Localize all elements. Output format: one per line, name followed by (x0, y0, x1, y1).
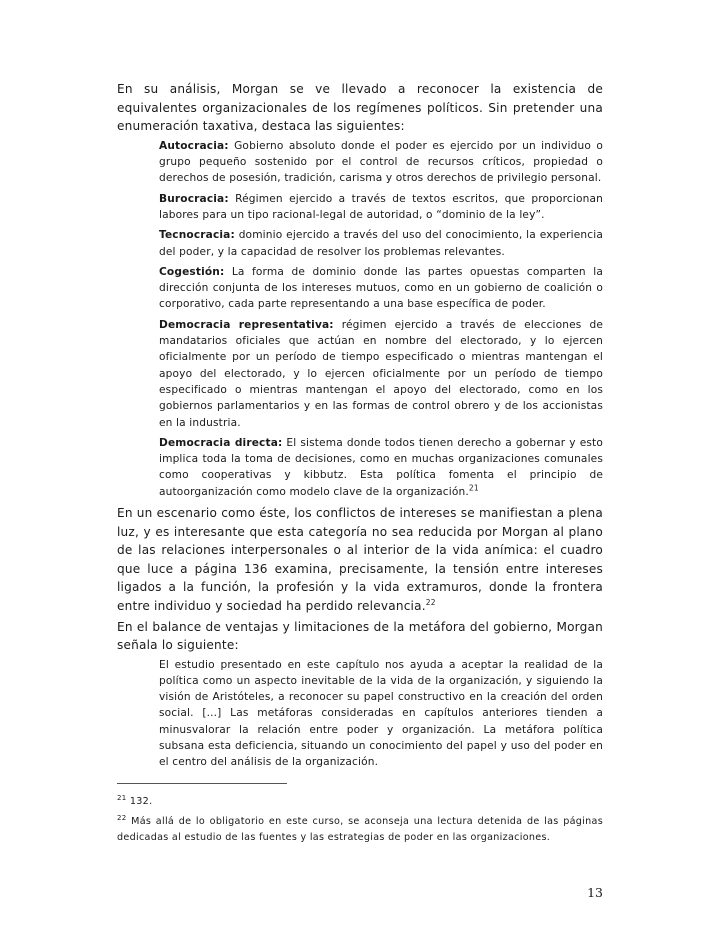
regime-term: Democracia directa: (159, 436, 283, 449)
intro-paragraph: En su análisis, Morgan se ve llevado a reconocer la existencia de equivalentes organizacionales de los regímenes políticos. Sin pretender una enumeración taxativa, destaca las siguientes: (117, 82, 603, 134)
footnote-21 (117, 794, 603, 810)
conflict-paragraph-text: En un escenario como éste, los conflictos de intereses se manifiestan a plena luz, y es interesante que esta categoría no sea reducida por Morgan al plano de las relaciones interpersonales o al interior de la vida anímica: el cuadro que luce a página 136 examina, precisamente, la tensión entre intereses ligados a la función, la profesión y la vida extramuros, donde la frontera entre individuo y sociedad ha perdido relevancia. (117, 506, 603, 613)
regime-cogestion (159, 264, 603, 313)
body-text (117, 80, 603, 772)
footnote-ref: 21 (468, 483, 479, 493)
footnote-number: 21 (117, 793, 127, 802)
regime-description: Régimen ejercido a través de textos escritos, que proporcionan labores para un tipo racional-legal de autoridad, o “dominio de la ley”. (159, 192, 603, 221)
regime-description: La forma de dominio donde las partes opuestas comparten la dirección conjunta de los intereses mutuos, como en un gobierno de coalición o corporativo, cada parte representando a una base específica de poder. (159, 265, 603, 311)
conflict-paragraph (117, 504, 603, 616)
footnote-text: Más allá de lo obligatorio en este curso, se aconseja una lectura detenida de las páginas dedicadas al estudio de las fuentes y las estrategias de poder en las organizaciones. (117, 816, 603, 843)
regime-term: Cogestión: (159, 265, 225, 278)
page-number: 13 (587, 885, 603, 900)
footnote-22 (117, 814, 603, 846)
regime-description: Gobierno absoluto donde el poder es ejercido por un individuo o grupo pequeño sostenido por el control de recursos críticos, propiedad o derechos de posesión, tradición, carisma y otros derechos de privilegio personal. (159, 139, 604, 185)
regime-description: dominio ejercido a través del uso del conocimiento, la experiencia del poder, y la capacidad de resolver los problemas relevantes. (159, 229, 603, 258)
regime-term: Burocracia: (159, 192, 229, 205)
regime-democracia-directa (159, 435, 603, 500)
regime-term: Democracia representativa: (159, 318, 334, 331)
regime-description: El sistema donde todos tienen derecho a gobernar y esto implica toda la toma de decisiones, como en muchas organizaciones comunales como cooperativas y kibbutz. Esta política fomenta el principio de autoorganización como modelo clave de la organización. (159, 436, 603, 498)
regime-term: Tecnocracia: (159, 229, 235, 242)
footnotes (117, 794, 603, 850)
footnote-number: 22 (117, 813, 127, 822)
footnote-divider (117, 783, 287, 784)
regime-democracia-representativa (159, 317, 603, 431)
footnote-text: 132. (129, 796, 153, 807)
footnote-ref: 22 (425, 597, 436, 607)
balance-paragraph: En el balance de ventajas y limitaciones de la metáfora del gobierno, Morgan señala lo siguiente: (117, 619, 603, 653)
regime-tecnocracia (159, 227, 603, 260)
regime-autocracia (159, 138, 603, 187)
regime-list (159, 138, 603, 500)
regime-description: régimen ejercido a través de elecciones de mandatarios oficiales que actúan en nombre del electorado, y lo ejercen oficialmente por un período de tiempo especificado o mientras mantengan el apoyo del electorado, y lo ejercen oficialmente por un período de tiempo especificado o mientras mantengan el apoyo del electorado, como en los gobiernos parlamentarios y en las formas de control obrero y de los accionistas en la industria. (159, 318, 603, 429)
regime-burocracia (159, 191, 603, 224)
block-quote: El estudio presentado en este capítulo nos ayuda a aceptar la realidad de la política como un aspecto inevitable de la vida de la organización, y siguiendo la visión de Aristóteles, a reconocer su papel constructivo en la creación del orden social. [...] Las metáforas consideradas en capítulos anteriores tienden a minusvalorar la relación entre poder y organización. La metáfora política subsana esta deficiencia, situando un conocimiento del papel y uso del poder en el centro del análisis de la organización. (159, 658, 603, 768)
regime-term: Autocracia: (159, 139, 229, 152)
